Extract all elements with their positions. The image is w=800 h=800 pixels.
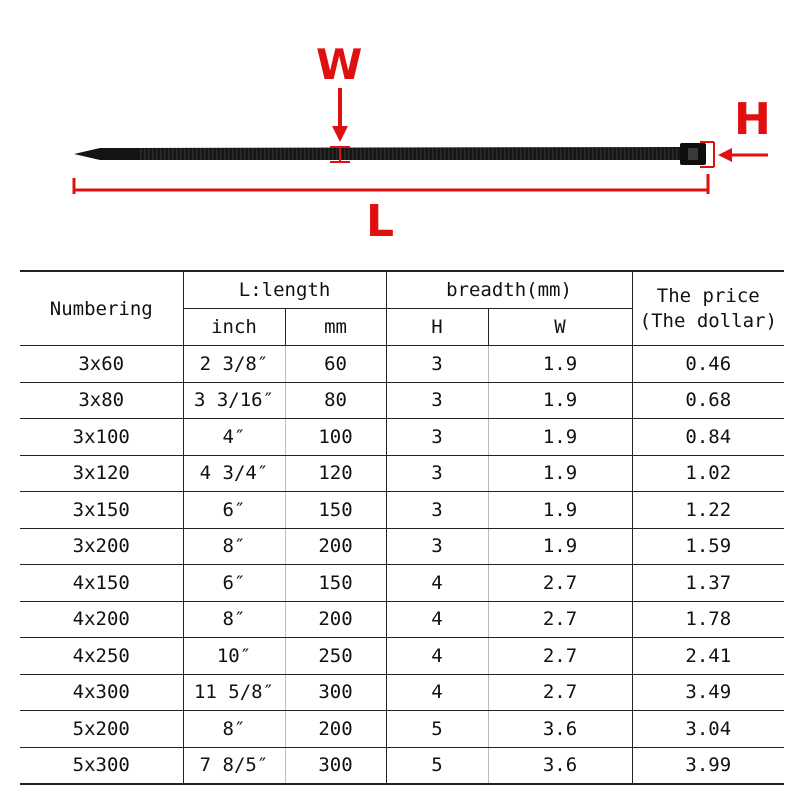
cell-breadth-h: 4 (386, 674, 488, 711)
h-arrow-head (718, 148, 732, 162)
header-length-inch: inch (183, 309, 285, 346)
cell-price: 0.68 (632, 382, 784, 419)
table-row (20, 419, 784, 456)
cell-numbering: 4x200 (20, 601, 183, 638)
cell-breadth-w: 1.9 (488, 455, 632, 492)
cell-length-mm: 150 (285, 492, 386, 529)
cell-length-mm: 80 (285, 382, 386, 419)
cell-length-mm: 120 (285, 455, 386, 492)
cell-length-inch: 6″ (183, 565, 285, 602)
cell-breadth-h: 3 (386, 492, 488, 529)
cell-breadth-w: 2.7 (488, 601, 632, 638)
tie-ribbed-section (140, 148, 680, 160)
header-breadth-w: W (488, 309, 632, 346)
cell-numbering: 3x150 (20, 492, 183, 529)
w-dimension-label: W (316, 40, 363, 89)
cable-tie-diagram (0, 0, 800, 262)
cell-length-mm: 200 (285, 711, 386, 748)
cell-length-inch: 10″ (183, 638, 285, 675)
cell-numbering: 4x250 (20, 638, 183, 675)
table-row (20, 638, 784, 675)
cell-length-mm: 200 (285, 601, 386, 638)
cell-breadth-h: 4 (386, 638, 488, 675)
cell-price: 1.37 (632, 565, 784, 602)
cell-length-inch: 8″ (183, 601, 285, 638)
cell-breadth-w: 1.9 (488, 492, 632, 529)
cell-length-inch: 3 3/16″ (183, 382, 285, 419)
table-row (20, 346, 784, 383)
cell-price: 1.22 (632, 492, 784, 529)
cell-numbering: 5x200 (20, 711, 183, 748)
cell-length-mm: 300 (285, 747, 386, 784)
header-numbering: Numbering (20, 271, 183, 346)
cell-price: 0.84 (632, 419, 784, 456)
cell-price: 3.04 (632, 711, 784, 748)
cell-breadth-h: 3 (386, 419, 488, 456)
cell-numbering: 4x300 (20, 674, 183, 711)
cell-length-inch: 8″ (183, 711, 285, 748)
table-row (20, 674, 784, 711)
cell-price: 3.49 (632, 674, 784, 711)
h-dimension-label: H (734, 94, 771, 145)
cell-length-mm: 60 (285, 346, 386, 383)
header-length-group: L:length (183, 271, 386, 309)
cell-breadth-w: 3.6 (488, 747, 632, 784)
cell-length-mm: 100 (285, 419, 386, 456)
cell-price: 1.78 (632, 601, 784, 638)
table-row (20, 455, 784, 492)
cell-breadth-w: 1.9 (488, 382, 632, 419)
header-breadth-group: breadth(mm) (386, 271, 632, 309)
cell-price: 3.99 (632, 747, 784, 784)
table-row (20, 747, 784, 784)
header-price-line2: (The dollar) (639, 309, 777, 332)
tie-head-slot (688, 148, 698, 160)
cell-price: 1.02 (632, 455, 784, 492)
cell-breadth-w: 1.9 (488, 346, 632, 383)
header-price (632, 271, 784, 346)
cell-breadth-h: 3 (386, 455, 488, 492)
cell-breadth-w: 2.7 (488, 565, 632, 602)
table-row (20, 528, 784, 565)
spec-table (20, 270, 784, 785)
cell-breadth-h: 4 (386, 601, 488, 638)
cell-numbering: 3x120 (20, 455, 183, 492)
table-row (20, 711, 784, 748)
cell-price: 1.59 (632, 528, 784, 565)
cell-breadth-w: 2.7 (488, 674, 632, 711)
l-dimension-label: L (366, 196, 395, 247)
cell-length-inch: 4″ (183, 419, 285, 456)
cell-length-inch: 8″ (183, 528, 285, 565)
cell-length-mm: 250 (285, 638, 386, 675)
cell-numbering: 3x200 (20, 528, 183, 565)
cell-price: 0.46 (632, 346, 784, 383)
cell-numbering: 5x300 (20, 747, 183, 784)
spec-table-body (20, 346, 784, 785)
header-price-line1: The price (656, 284, 760, 307)
cell-breadth-h: 3 (386, 346, 488, 383)
cell-length-inch: 7 8/5″ (183, 747, 285, 784)
cell-length-mm: 200 (285, 528, 386, 565)
cell-breadth-h: 5 (386, 711, 488, 748)
cell-length-inch: 2 3/8″ (183, 346, 285, 383)
table-row (20, 601, 784, 638)
cell-breadth-h: 3 (386, 528, 488, 565)
cell-breadth-h: 4 (386, 565, 488, 602)
header-length-mm: mm (285, 309, 386, 346)
cell-breadth-w: 1.9 (488, 528, 632, 565)
cable-tie-illustration (0, 0, 800, 262)
cell-breadth-w: 1.9 (488, 419, 632, 456)
cell-length-inch: 11 5/8″ (183, 674, 285, 711)
table-row (20, 565, 784, 602)
cell-price: 2.41 (632, 638, 784, 675)
cell-breadth-h: 5 (386, 747, 488, 784)
cell-breadth-w: 3.6 (488, 711, 632, 748)
cell-length-mm: 300 (285, 674, 386, 711)
cell-breadth-h: 3 (386, 382, 488, 419)
cell-numbering: 3x80 (20, 382, 183, 419)
table-row (20, 382, 784, 419)
cell-breadth-w: 2.7 (488, 638, 632, 675)
cell-length-inch: 4 3/4″ (183, 455, 285, 492)
cell-numbering: 3x60 (20, 346, 183, 383)
table-header-row (20, 271, 784, 309)
cell-numbering: 4x150 (20, 565, 183, 602)
table-row (20, 492, 784, 529)
cell-length-inch: 6″ (183, 492, 285, 529)
cell-length-mm: 150 (285, 565, 386, 602)
cell-numbering: 3x100 (20, 419, 183, 456)
header-breadth-h: H (386, 309, 488, 346)
w-arrow-head (332, 126, 348, 142)
